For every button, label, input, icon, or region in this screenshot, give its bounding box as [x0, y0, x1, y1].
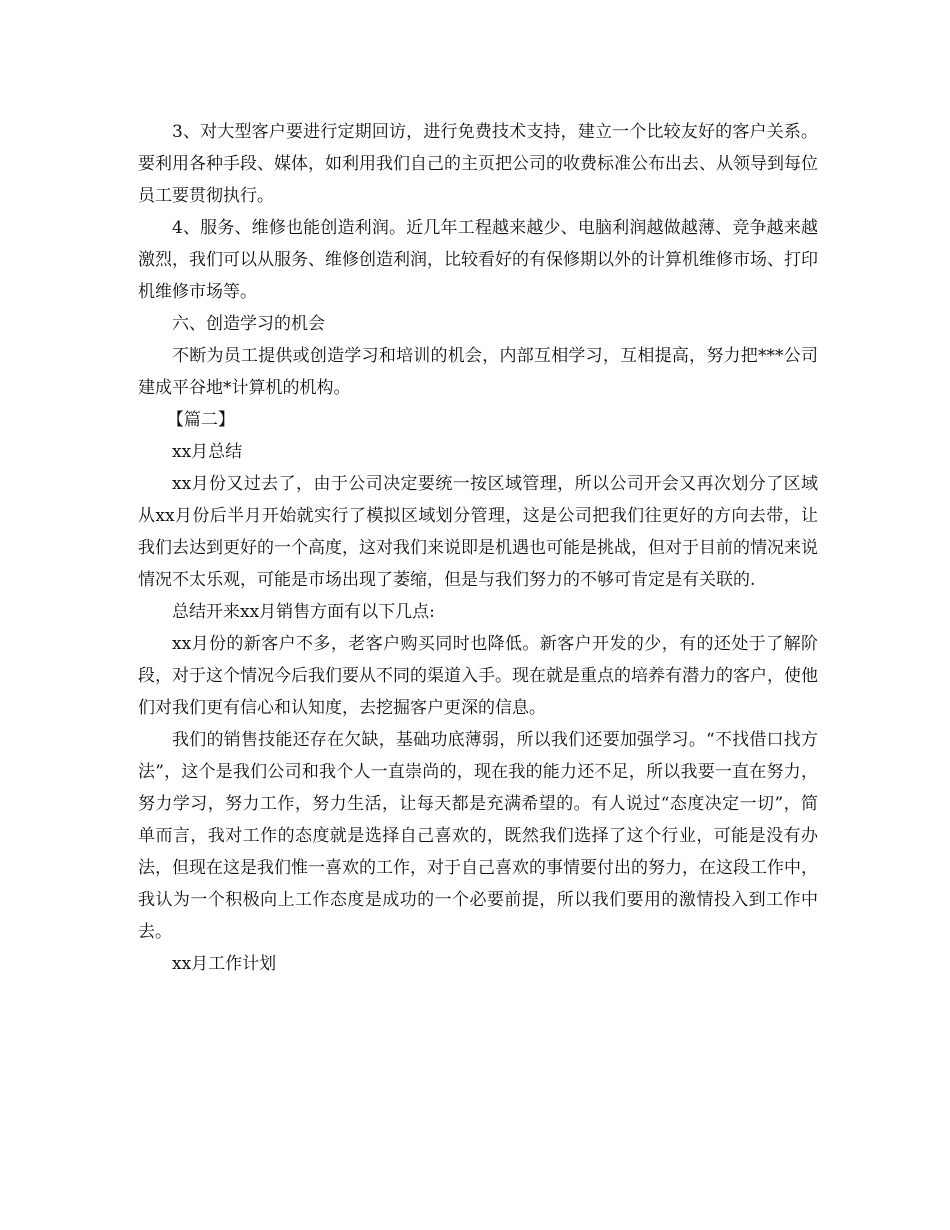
- paragraph-sales-skills: 我们的销售技能还存在欠缺，基础功底薄弱，所以我们还要加强学习。“不找借口找方法”，这个是我们公司和我个人一直崇尚的，现在我的能力还不足，所以我要一直在努力，努力学习，努力工作，努力生活，让每天都是充满希望的。有人说过“态度决定一切”，简单而言，我对工作的态度就是选择自己喜欢的，既然我们选择了这个行业，可能是没有办法，但现在这是我们惟一喜欢的工作，对于自己喜欢的事情要付出的努力，在这段工作中，我认为一个积极向上工作态度是成功的一个必要前提，所以我们要用的激情投入到工作中去。: [138, 730, 818, 942]
- section-heading-part-two: 【篇二】: [166, 410, 235, 430]
- heading-month-plan: xx月工作计划: [172, 954, 277, 974]
- paragraph-new-customers: xx月份的新客户不多，老客户购买同时也降低。新客户开发的少，有的还处于了解阶段，对于这个情况今后我们要从不同的渠道入手。现在就是重点的培养有潜力的客户，使他们对我们更有信心和认知度，去挖掘客户更深的信息。: [138, 634, 818, 718]
- paragraph-month-review: xx月份又过去了，由于公司决定要统一按区域管理，所以公司开会又再次划分了区域从xx月份后半月开始就实行了模拟区域划分管理，这是公司把我们往更好的方向去带，让我们去达到更好的一个高度，这对我们来说即是机遇也可能是挑战，但对于目前的情况来说情况不太乐观，可能是市场出现了萎缩，但是与我们努力的不够可肯定是有关联的.: [138, 474, 818, 590]
- section-heading-six: 六、创造学习的机会: [172, 314, 325, 334]
- heading-summary-points: 总结开来xx月销售方面有以下几点:: [172, 602, 435, 622]
- document-body: [138, 116, 818, 980]
- paragraph-item-3: 3、对大型客户要进行定期回访，进行免费技术支持，建立一个比较友好的客户关系。要利用各种手段、媒体，如利用我们自己的主页把公司的收费标准公布出去、从领导到每位员工要贯彻执行。: [138, 122, 818, 206]
- heading-month-summary: xx月总结: [172, 442, 243, 462]
- paragraph-learning: 不断为员工提供或创造学习和培训的机会，内部互相学习，互相提高，努力把***公司建成平谷地*计算机的机构。: [138, 346, 818, 398]
- paragraph-item-4: 4、服务、维修也能创造利润。近几年工程越来越少、电脑利润越做越薄、竞争越来越激烈，我们可以从服务、维修创造利润，比较看好的有保修期以外的计算机维修市场、打印机维修市场等。: [138, 218, 818, 302]
